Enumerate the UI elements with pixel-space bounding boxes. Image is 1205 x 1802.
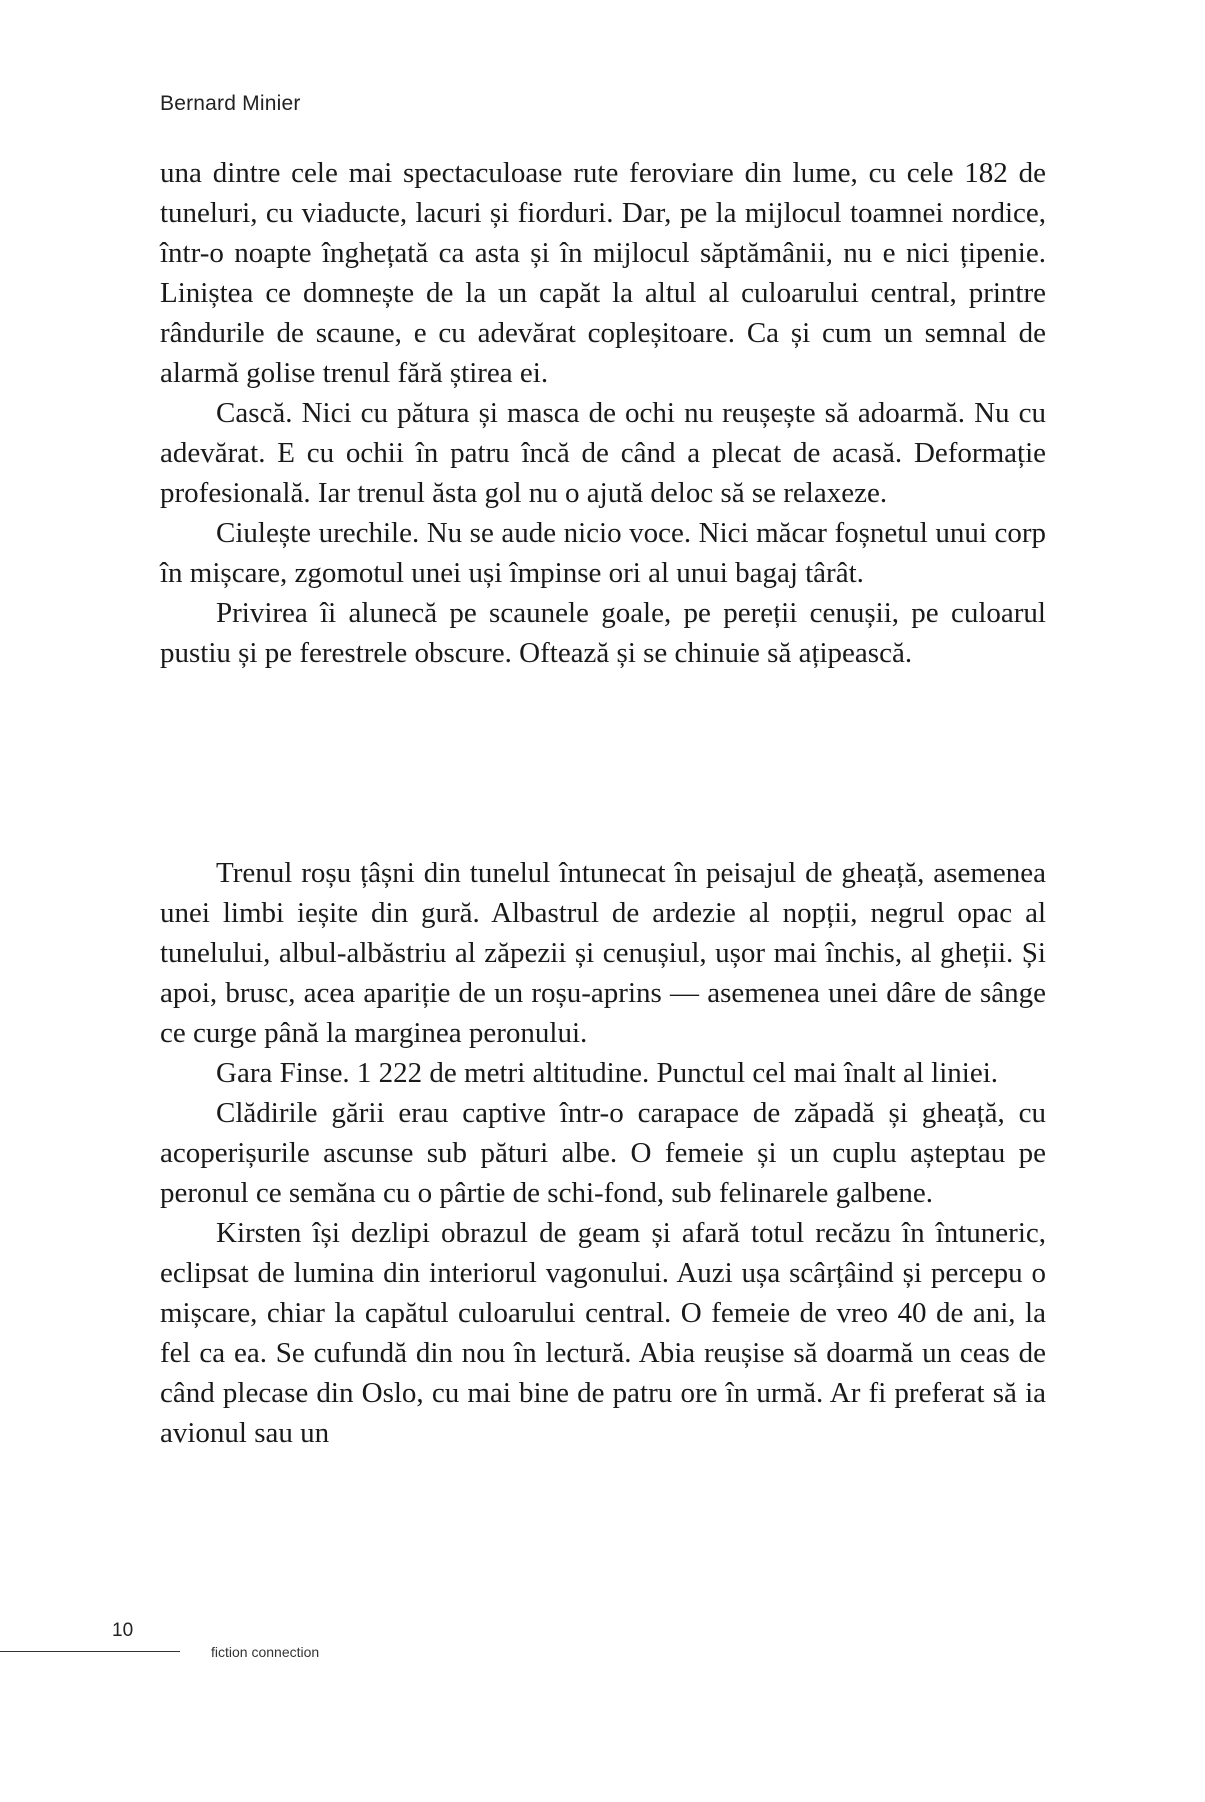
body-text-section-1 bbox=[160, 153, 1046, 673]
paragraph: Privirea îi alunecă pe scaunele goale, pe pereții cenușii, pe culoarul pustiu și pe ferestrele obscure. Oftează și se chinuie să ațipească. bbox=[160, 597, 1046, 669]
body-text-section-2 bbox=[160, 853, 1046, 1453]
paragraph: Cască. Nici cu pătura și masca de ochi nu reușește să adoarmă. Nu cu adevărat. E cu ochii în patru încă de când a plecat de acasă. Deformație profesională. Iar trenul ăsta gol nu o ajută deloc să se relaxeze. bbox=[160, 397, 1046, 509]
paragraph: Trenul roșu țâșni din tunelul întunecat în peisajul de gheață, asemenea unei limbi ieșite din gură. Albastrul de ardezie al nopții, negrul opac al tunelului, albul-albăstriu al zăpezii și cenușiul, ușor mai închis, al gheții. Și apoi, brusc, acea apariție de un roșu-aprins — asemenea unei dâre de sânge ce curge până la marginea peronului. bbox=[160, 857, 1046, 1049]
paragraph: Clădirile gării erau captive într-o carapace de zăpadă și gheață, cu acoperișurile ascunse sub pături albe. O femeie și un cuplu așteptau pe peronul ce semăna cu o pârtie de schi-fond, sub felinarele galbene. bbox=[160, 1097, 1046, 1209]
paragraph: Ciulește urechile. Nu se aude nicio voce. Nici măcar foșnetul unui corp în mișcare, zgomotul unei uși împinse ori al unui bagaj târât. bbox=[160, 517, 1046, 589]
footer-rule bbox=[0, 1651, 180, 1652]
running-header-author: Bernard Minier bbox=[160, 92, 301, 115]
imprint-label: fiction connection bbox=[211, 1644, 320, 1660]
paragraph: una dintre cele mai spectaculoase rute feroviare din lume, cu cele 182 de tuneluri, cu viaducte, lacuri și fiorduri. Dar, pe la mijlocul toamnei nordice, într-o noapte înghețată ca asta și în mijlocul săptămânii, nu e nici țipenie. Liniștea ce domnește de la un capăt la altul al culoarului central, printre rândurile de scaune, e cu adevărat copleșitoare. Ca și cum un semnal de alarmă golise trenul fără știrea ei. bbox=[160, 157, 1046, 389]
paragraph: Kirsten își dezlipi obrazul de geam și afară totul recăzu în întuneric, eclipsat de lumina din interiorul vagonului. Auzi ușa scârțâind și percepu o mișcare, chiar la capătul culoarului central. O femeie de vreo 40 de ani, la fel ca ea. Se cufundă din nou în lectură. Abia reușise să doarmă un ceas de când plecase din Oslo, cu mai bine de patru ore în urmă. Ar fi preferat să ia avionul sau un bbox=[160, 1217, 1046, 1449]
paragraph: Gara Finse. 1 222 de metri altitudine. Punctul cel mai înalt al liniei. bbox=[216, 1057, 999, 1089]
page-number: 10 bbox=[112, 1620, 134, 1641]
